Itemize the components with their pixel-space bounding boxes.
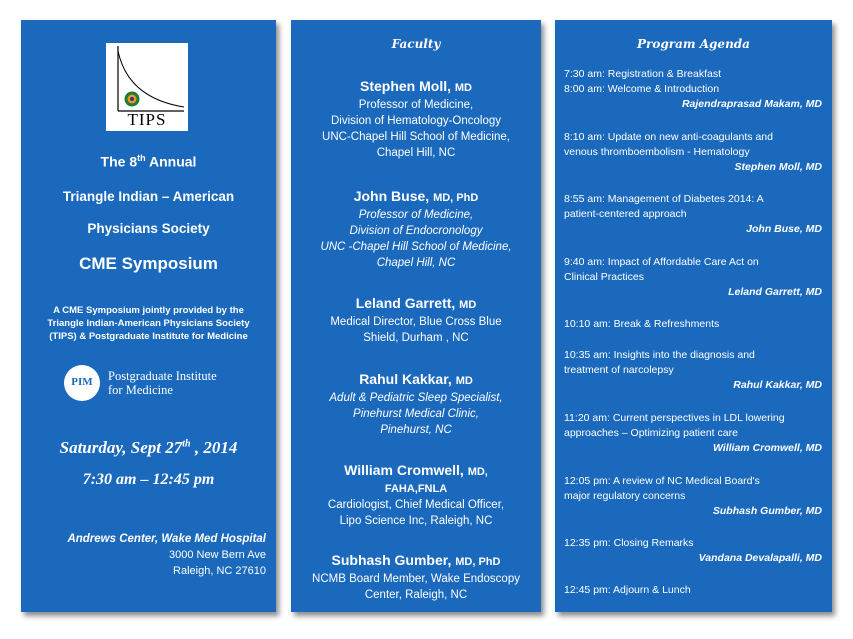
agenda-item: 10:10 am: Break & Refreshments [564,318,720,330]
agenda-heading: Program Agenda [637,37,750,51]
agenda-item: 11:20 am: Current perspectives in LDL lowering approaches – Optimizing patient care William Cromwell, MD [564,412,822,454]
faculty-panel [291,20,541,612]
org-name-line2: Physicians Society [87,221,210,236]
venue-name: Andrews Center, Wake Med Hospital [67,533,266,545]
agenda-speaker: Leland Garrett, MD [728,286,822,298]
faculty-member: Leland Garrett, MD Medical Director, Blue Cross Blue Shield, Durham , NC [330,295,502,344]
cme-title: CME Symposium [79,254,218,273]
faculty-member: Subhash Gumber, MD, PhD NCMB Board Member, Wake Endoscopy Center, Raleigh, NC [312,552,520,601]
org-name-line1: Triangle Indian – American [62,189,235,204]
tips-logo [106,43,188,131]
annual-title: The 8th Annual [100,153,197,170]
agenda-item: 8:10 am: Update on new anti-coagulants and venous thromboembolism - Hematology Stephen Moll, MD [564,131,822,173]
pim-circle-icon: PIM [64,365,100,401]
agenda-item: 7:30 am: Registration & Breakfast 8:00 am: Welcome & Introduction Rajendraprasad Makam, MD [564,68,822,110]
pim-logo [64,362,254,406]
cover-panel [21,20,276,612]
agenda-speaker: Stephen Moll, MD [734,161,822,173]
pim-name: Postgraduate Institute for Medicine [108,369,217,397]
agenda-item: 12:45 pm: Adjourn & Lunch [564,584,691,596]
faculty-member: John Buse, MD, PhD Professor of Medicine, Division of Endocronology UNC -Chapel Hill School of Medicine, Chapel Hill, NC [320,188,512,269]
logo-text: TIPS [127,110,167,129]
event-time: 7:30 am – 12:45 pm [82,471,215,488]
agenda-item: 12:05 pm: A review of NC Medical Board's major regulatory concerns Subhash Gumber, MD [564,475,822,517]
event-date: Saturday, Sept 27th , 2014 [59,438,238,457]
faculty-heading: Faculty [391,37,441,51]
agenda-speaker: Rahul Kakkar, MD [733,379,822,391]
faculty-member: Rahul Kakkar, MD Adult & Pediatric Sleep Specialist, Pinehurst Medical Clinic, Pinehurst, NC [329,371,503,436]
venue-street: 3000 New Bern Ave [168,549,266,561]
agenda-item: 12:35 pm: Closing Remarks Vandana Devalapalli, MD [564,537,822,564]
faculty-member: Stephen Moll, MD Professor of Medicine, Division of Hematology-Oncology UNC-Chapel Hill School of Medicine, Chapel Hill, NC [322,78,510,159]
provided-by-text: A CME Symposium jointly provided by the Triangle Indian-American Physicians Society (TIPS) & Postgraduate Institute for Medicine [47,305,250,342]
agenda-item: 10:35 am: Insights into the diagnosis and treatment of narcolepsy Rahul Kakkar, MD [564,349,822,391]
agenda-item: 8:55 am: Management of Diabetes 2014: A patient-centered approach John Buse, MD [564,193,822,235]
agenda-speaker: Subhash Gumber, MD [712,505,822,517]
agenda-speaker: Vandana Devalapalli, MD [698,552,822,564]
agenda-speaker: William Cromwell, MD [712,442,822,454]
agenda-panel [555,20,832,612]
agenda-item: 9:40 am: Impact of Affordable Care Act on Clinical Practices Leland Garrett, MD [564,256,822,298]
venue-city: Raleigh, NC 27610 [173,565,266,577]
agenda-speaker: John Buse, MD [746,223,822,235]
venue-address [67,531,266,579]
faculty-member: William Cromwell, MD, FAHA,FNLA Cardiologist, Chief Medical Officer, Lipo Science Inc, Raleigh, NC [327,462,505,527]
agenda-speaker: Rajendraprasad Makam, MD [681,98,822,110]
